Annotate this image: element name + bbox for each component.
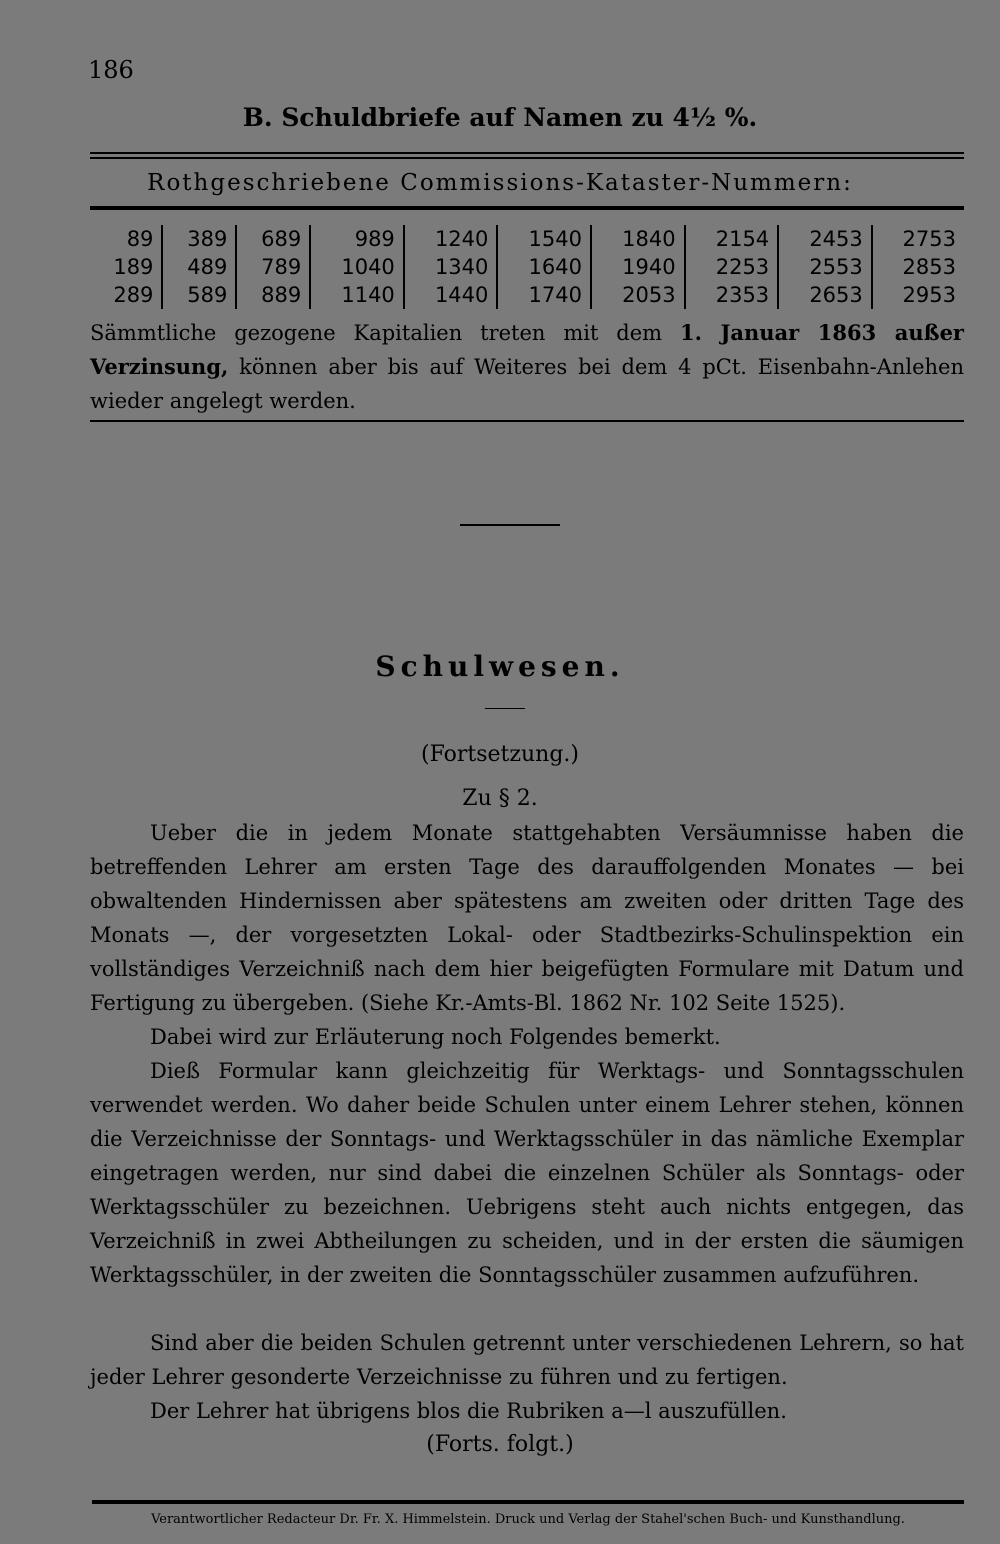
ornament-divider — [485, 708, 525, 709]
to-be-continued: (Forts. folgt.) — [426, 1432, 574, 1457]
section-heading: B. Schuldbriefe auf Namen zu 4½ %. — [242, 103, 758, 132]
table-cell: 2853 — [872, 253, 964, 281]
table-cell: 989 — [310, 225, 404, 253]
table-cell: 1840 — [591, 225, 685, 253]
table-cell: 2353 — [685, 281, 779, 309]
table-row — [90, 253, 964, 281]
table-row — [90, 281, 964, 309]
table-cell: 1240 — [404, 225, 498, 253]
table-cell: 289 — [113, 283, 154, 307]
table-cell: 389 — [162, 225, 236, 253]
table-cell: 1740 — [497, 281, 591, 309]
table-cell: 2953 — [872, 281, 964, 309]
paragraph-4 — [90, 1326, 964, 1394]
table-rule — [90, 206, 964, 210]
capital-notice — [90, 316, 964, 418]
table-caption: Rothgeschriebene Commissions-Kataster-Nummern: — [147, 170, 853, 196]
page-number: 186 — [88, 56, 134, 84]
paragraph-5 — [90, 1394, 964, 1428]
table-cell: 789 — [236, 253, 310, 281]
continuation: (Fortsetzung.) — [421, 742, 579, 767]
capital-notice-part1: Sämmtliche gezogene Kapitalien treten mit dem — [90, 321, 680, 345]
table-cell: 2753 — [872, 225, 964, 253]
table-cell: 1540 — [497, 225, 591, 253]
table-cell: 1140 — [310, 281, 404, 309]
rule-top-2 — [90, 157, 964, 159]
table-cell: 1340 — [404, 253, 498, 281]
section-end-rule — [90, 420, 964, 422]
table-cell: 89 — [126, 227, 154, 251]
table-cell: 2253 — [685, 253, 779, 281]
table-cell: 2653 — [778, 281, 872, 309]
footer-imprint: Verantwortlicher Redacteur Dr. Fr. X. Himmelstein. Druck und Verlag der Stahel'schen Buch- und Kunsthandlung. — [151, 1512, 905, 1527]
paragraph-2 — [90, 1020, 964, 1054]
table-cell: 889 — [236, 281, 310, 309]
school-title: Schulwesen. — [375, 650, 625, 683]
table-cell: 2553 — [778, 253, 872, 281]
capital-notice-bold: 1. Januar 1863 außer Verzinsung, — [90, 320, 964, 379]
table-cell: 1940 — [591, 253, 685, 281]
paragraph-3 — [90, 1054, 964, 1292]
paragraph-4-text: Sind aber die beiden Schulen getrennt unter verschiedenen Lehrern, so hat jeder Lehrer gesonderte Verzeichnisse zu führen und zu fertigen. — [90, 1331, 964, 1389]
rule-top-1 — [90, 152, 964, 154]
footer-rule — [92, 1500, 964, 1504]
table-cell: 2053 — [591, 281, 685, 309]
paragraph-2-text: Dabei wird zur Erläuterung noch Folgendes bemerkt. — [150, 1025, 721, 1049]
paragraph-5-text: Der Lehrer hat übrigens blos die Rubriken a—l auszufüllen. — [150, 1399, 787, 1423]
table-cell: 489 — [162, 253, 236, 281]
number-table — [90, 225, 964, 309]
table-cell: 1440 — [404, 281, 498, 309]
table-cell: 2453 — [778, 225, 872, 253]
capital-notice-part2: können aber bis auf Weiteres bei dem 4 pCt. Eisenbahn-Anlehen wieder angelegt werden. — [90, 355, 964, 413]
table-row — [90, 225, 964, 253]
table-cell: 1640 — [497, 253, 591, 281]
section-ref: Zu § 2. — [462, 786, 538, 811]
paragraph-3-text: Dieß Formular kann gleichzeitig für Werktags- und Sonntagsschulen verwendet werden. Wo daher beide Schulen unter einem Lehrer stehen, können die Verzeichnisse der Sonntags- und Werktagsschüler in das nämliche Exemplar eingetragen werden, nur sind dabei die einzelnen Schüler als Sonntags- oder Werktagsschüler zu bezeichnen. Uebrigens steht auch nichts entgegen, das Verzeichniß in zwei Abtheilungen zu scheiden, und in der ersten die säumigen Werktagsschüler, in der zweiten die Sonntagsschüler zusammen aufzuführen. — [90, 1059, 964, 1287]
table-cell: 2154 — [685, 225, 779, 253]
short-divider — [460, 524, 560, 526]
table-cell: 189 — [113, 255, 154, 279]
table-cell: 589 — [162, 281, 236, 309]
table-cell: 1040 — [310, 253, 404, 281]
paragraph-1-text: Ueber die in jedem Monate stattgehabten Versäumnisse haben die betreffenden Lehrer am ersten Tage des darauffolgenden Monates — bei obwaltenden Hindernissen aber spätestens am zweiten oder dritten Tage des Monats —, der vorgesetzten Lokal- oder Stadtbezirks-Schulinspektion ein vollständiges Verzeichniß nach dem hier beigefügten Formulare mit Datum und Fertigung zu übergeben. (Siehe Kr.-Amts-Bl. 1862 Nr. 102 Seite 1525). — [90, 821, 964, 1015]
table-cell: 689 — [236, 225, 310, 253]
paragraph-1 — [90, 816, 964, 1020]
